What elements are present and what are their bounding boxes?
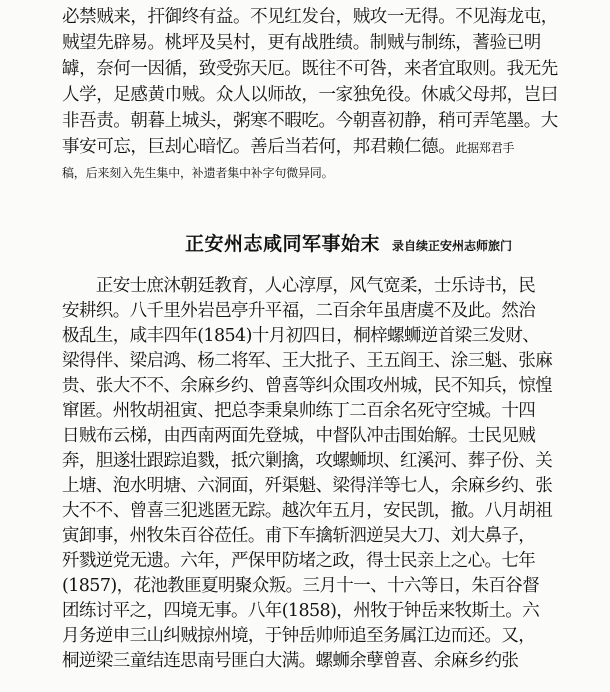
- body-text-line: 桐逆梁三童结连思南号匪白大满。螺蛳余孽曾喜、余麻乡约张: [62, 651, 519, 671]
- body-text-line: 安耕织。八千里外岩邑亭升平福，二百余年虽唐虞不及此。然治: [62, 301, 536, 321]
- section-source: 录自续正安州志师旅门: [392, 239, 513, 253]
- body-text-line: 月务逆申三山纠贼掠州境，于钟岳帅师追至务属江边而还。又，: [62, 626, 536, 646]
- upper-text-line: 贼望先辟易。桃坪及吴村，更有战胜绩。制贼与制练，蓍验已明: [62, 33, 541, 53]
- upper-last-main: 事安可忘，巨刦心暗忆。善后当若何，邦君赖仁德。: [62, 137, 456, 157]
- body-text-line: 上塘、泡水明塘、六洞面，歼渠魁、梁得洋等七人，余麻乡约、张: [62, 476, 553, 496]
- editor-note-line: 稿，后来刻入先生集中，补遗者集中补字句微异同。: [62, 166, 334, 180]
- body-text-line: 歼戮逆党无遗。六年，严保甲防堵之政，得士民亲上之心。七年: [62, 551, 536, 571]
- body-text-line: (1857)，花池教匪夏明聚众叛。三月十一、十六等日，朱百谷督: [62, 576, 540, 596]
- upper-text-line: 必禁贼来，扞御终有益。不见红发台，贼攻一无得。不见海龙屯，: [62, 7, 558, 27]
- body-text-line: 正安士庶沐朝廷教育，人心淳厚，风气宽柔，士乐诗书，民: [62, 276, 536, 296]
- editor-note-start: 此据郑君手: [455, 141, 515, 155]
- upper-text-line: [62, 136, 592, 160]
- section-title: 正安州志咸同军事始末: [185, 233, 381, 255]
- body-text-line: 日贼布云梯，由西南两面先登城，中督队冲击围始解。士民见贼: [62, 426, 536, 446]
- body-text-line: 大不不、曾喜三犯逃匿无踪。越次年五月，安民凯，撤。八月胡祖: [62, 501, 553, 521]
- body-text-line: 窜匿。州牧胡祖寅、把总李秉臬帅练丁二百余名死守空城。十四: [62, 401, 536, 421]
- upper-text-line: 罅，奈何一因循，致受弥天厄。既往不可咎，来者宜取则。我无先: [62, 59, 558, 79]
- upper-text-line: 非吾责。朝暮上城头，粥寒不暇吃。今朝喜初静，稍可弄笔墨。大: [62, 111, 558, 131]
- body-text-line: 奔，胆遂壮跟踪追戮，抵穴剿擒，攻螺蛳坝、红溪河、葬子份、关: [62, 451, 553, 471]
- upper-text-line: 人学，足感黄巾贼。众人以师故，一家独免役。休戚父母邦，岂曰: [62, 85, 558, 105]
- body-text-line: 团练讨平之，四境无事。八年(1858)，州牧于钟岳来牧斯土。六: [62, 601, 540, 621]
- body-text-line: 极乱生，咸丰四年(1854)十月初四日，桐梓螺蛳逆首梁三发财、: [62, 326, 540, 346]
- body-text-line: 寅卸事，州牧朱百谷莅任。甫下车擒斩泗逆吴大刀、刘大鼻子，: [62, 526, 536, 546]
- section-heading: [185, 229, 512, 256]
- body-text-line: 贵、张大不不、余麻乡约、曾喜等纠众围攻州城，民不知兵，惊惶: [62, 376, 553, 396]
- body-text-line: 梁得伴、梁启鸿、杨二将军、王大批子、王五阎王、涂三魁、张麻: [62, 351, 553, 371]
